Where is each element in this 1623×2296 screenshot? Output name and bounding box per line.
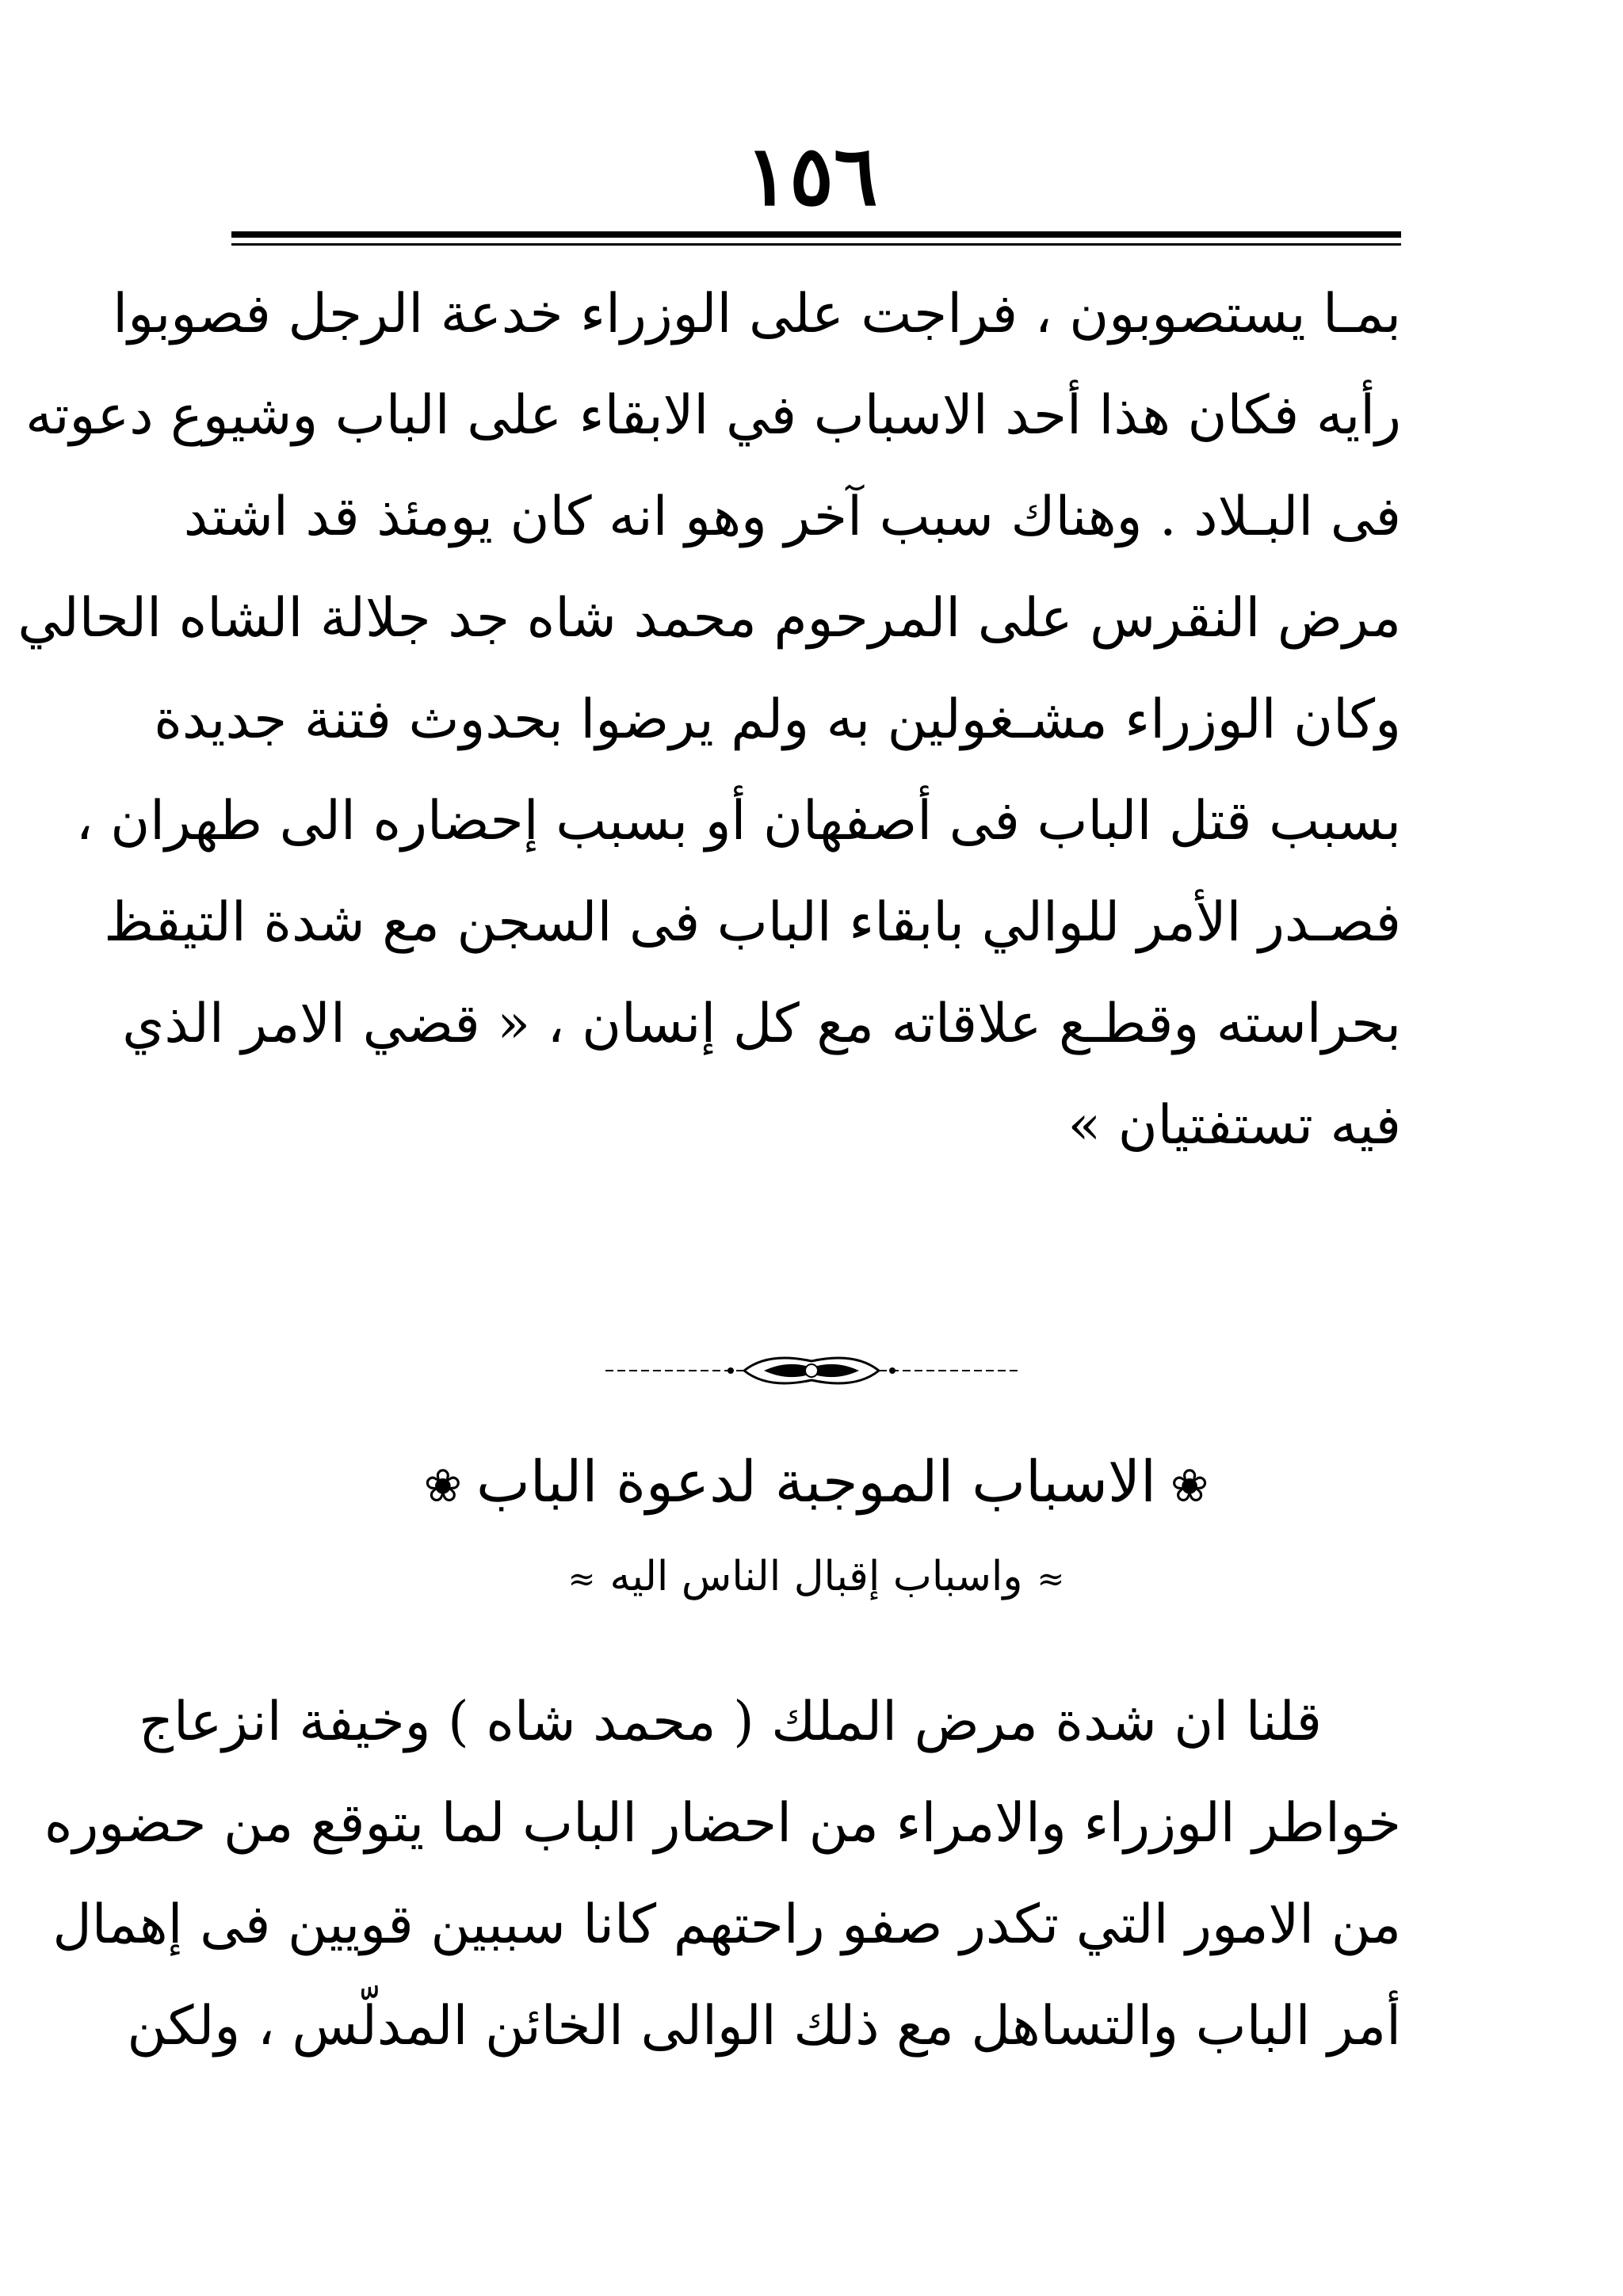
section-subheading-text: واسباب إقبال الناس اليه <box>609 1553 1023 1600</box>
subheading-ornament-left: ≈ <box>567 1559 596 1598</box>
ornament-divider-icon <box>605 1347 1018 1394</box>
text-line: فيه تستفتيان » <box>1067 1094 1401 1157</box>
text-line: فى البـلاد . وهناك سبب آخر وهو انه كان يومئذ قد اشتد <box>183 486 1401 548</box>
subheading-ornament-right: ≈ <box>1037 1559 1065 1598</box>
text-line: من الامور التي تكدر صفو راحتهم كانا سببين قويين فى إهمال <box>52 1894 1401 1956</box>
section-subheading <box>231 1541 1401 1612</box>
section-heading <box>231 1438 1401 1525</box>
paragraph-1 <box>17 264 1401 1177</box>
page-number: ١٥٦ <box>745 127 878 224</box>
header-rule-thin <box>231 243 1401 246</box>
text-line: بمـا يستصوبون ، فراجت على الوزراء خدعة الرجل فصوبوا <box>113 283 1401 345</box>
paragraph-2 <box>44 1672 1401 2077</box>
header-double-rule <box>231 231 1401 250</box>
text-line: مرض النقرس على المرحوم محمد شاه جد جلالة الشاه الحالي <box>17 587 1401 650</box>
text-line: خواطر الوزراء والامراء من احضار الباب لما يتوقع من حضوره <box>44 1792 1401 1855</box>
section-heading-text: الاسباب الموجبة لدعوة الباب <box>475 1448 1157 1515</box>
text-line: فصـدر الأمر للوالي بابقاء الباب فى السجن مع شدة التيقظ <box>104 891 1401 954</box>
text-line: بسبب قتل الباب فى أصفهان أو بسبب إحضاره الى طهران ، <box>75 790 1401 852</box>
heading-ornament-left: ❀ <box>423 1459 462 1512</box>
heading-ornament-right: ❀ <box>1170 1459 1209 1512</box>
text-line: بحراسته وقطـع علاقاته مع كل إنسان ، « قضي الامر الذي <box>122 993 1401 1055</box>
text-line: رأيه فكان هذا أحد الاسباب في الابقاء على الباب وشيوع دعوته <box>25 384 1401 447</box>
header-rule-thick <box>231 231 1401 238</box>
text-line: أمر الباب والتساهل مع ذلك الوالى الخائن المدلّس ، ولكن <box>127 1995 1401 2058</box>
text-line: قلنا ان شدة مرض الملك ( محمد شاه ) وخيفة انزعاج <box>139 1691 1322 1753</box>
text-line: وكان الوزراء مشـغولين به ولم يرضوا بحدوث فتنة جديدة <box>154 688 1401 751</box>
